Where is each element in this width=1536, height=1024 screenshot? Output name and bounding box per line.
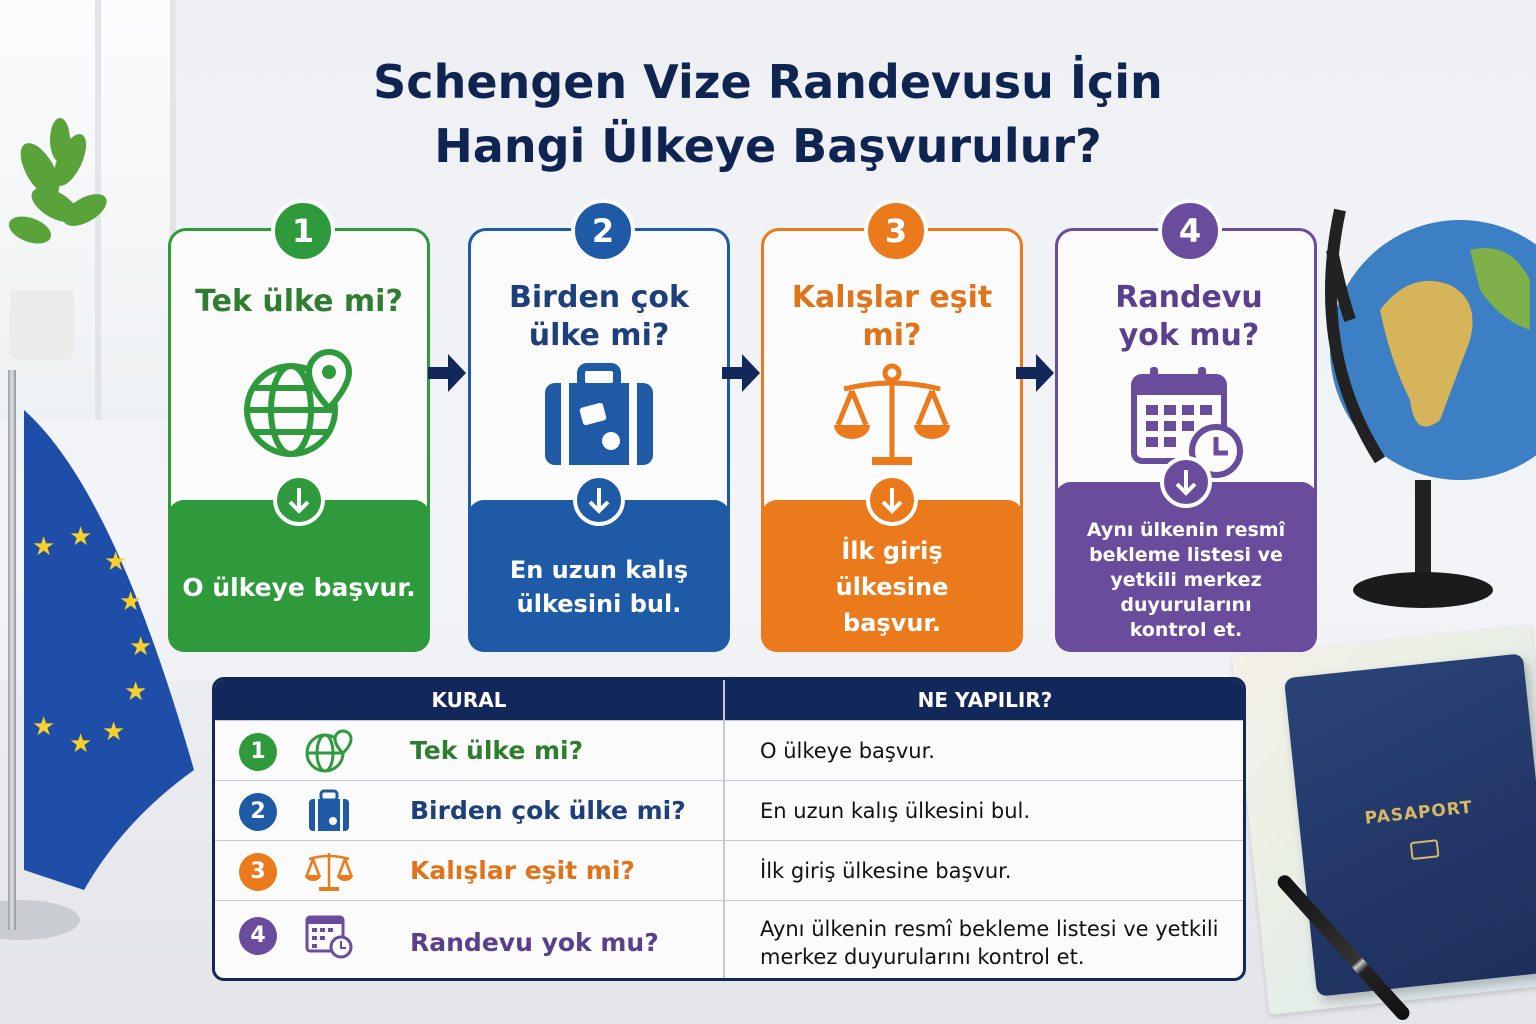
step-action-panel [468, 500, 730, 652]
suitcase-icon [303, 787, 355, 835]
page-title [0, 50, 1536, 178]
step-action-panel [761, 500, 1023, 652]
svg-text:★: ★ [124, 677, 148, 707]
svg-text:★: ★ [69, 522, 93, 552]
title-line-2: Hangi Ülkeye Başvurulur? [434, 119, 1102, 173]
plant-pot [10, 290, 74, 360]
table-row [215, 840, 1243, 901]
row-number-badge: 4 [239, 917, 277, 955]
title-line-1: Schengen Vize Randevusu İçin [373, 55, 1163, 109]
row-rule: Kalışlar eşit mi? [410, 856, 635, 885]
step-question: Kalışlar eşit mi? [791, 280, 993, 353]
passport-chip-icon [1410, 839, 1440, 860]
row-rule: Tek ülke mi? [410, 736, 584, 765]
table-row [215, 720, 1243, 781]
svg-text:★: ★ [119, 587, 143, 617]
svg-text:★: ★ [32, 532, 56, 562]
step-card-2 [468, 212, 730, 652]
calendar-clock-icon [303, 911, 355, 959]
step-action-text: En uzun kalış ülkesini bul. [509, 556, 689, 618]
globe-pin-icon [239, 346, 359, 466]
chevron-right-icon [722, 350, 762, 396]
step-question: Randevu yok mu? [1115, 280, 1263, 353]
svg-text:★: ★ [129, 632, 153, 662]
svg-text:★: ★ [104, 547, 128, 577]
rules-table [212, 677, 1246, 981]
chevron-right-icon [428, 350, 468, 396]
step-number-badge: 3 [864, 199, 928, 263]
passport [1284, 653, 1536, 996]
arrow-down-icon [866, 474, 918, 526]
arrow-down-icon [1160, 456, 1212, 508]
row-number-badge: 1 [239, 733, 277, 771]
row-rule: Randevu yok mu? [410, 928, 659, 957]
step-action-text: O ülkeye başvur. [182, 572, 416, 602]
globe-decoration [1320, 190, 1536, 620]
step-question: Birden çok ülke mi? [509, 280, 689, 353]
scales-icon [832, 359, 952, 479]
row-action: İlk giriş ülkesine başvur. [760, 859, 1012, 883]
arrow-down-icon [573, 474, 625, 526]
step-number-badge: 4 [1158, 199, 1222, 263]
row-number-badge: 3 [239, 853, 277, 891]
step-card-4 [1055, 212, 1317, 652]
eu-flag [8, 370, 153, 930]
step-card-3 [761, 212, 1023, 652]
svg-text:★: ★ [102, 717, 126, 747]
step-question: Tek ülke mi? [195, 284, 403, 319]
row-number-badge: 2 [239, 793, 277, 831]
step-number-badge: 2 [571, 199, 635, 263]
column-header-ne-yapilir: NE YAPILIR? [917, 688, 1053, 712]
column-header-kural: KURAL [431, 688, 507, 712]
step-card-1 [168, 212, 430, 652]
globe-pin-icon [303, 727, 355, 775]
step-action-text: İlk giriş ülkesine başvur. [835, 537, 949, 637]
suitcase-icon [539, 363, 659, 483]
svg-text:★: ★ [32, 712, 56, 742]
step-action-panel [168, 500, 430, 652]
table-row [215, 780, 1243, 841]
step-action-panel [1055, 482, 1317, 652]
row-rule: Birden çok ülke mi? [410, 796, 686, 825]
passport-label: PASAPORT [1363, 797, 1474, 829]
row-action: En uzun kalış ülkesini bul. [760, 799, 1031, 823]
row-action: Aynı ülkenin resmî bekleme listesi ve yetkili merkez duyurularını kontrol et. [760, 917, 1219, 969]
arrow-down-icon [273, 474, 325, 526]
step-number-badge: 1 [271, 199, 335, 263]
scales-icon [303, 847, 355, 895]
table-header [215, 680, 1243, 720]
table-row [215, 900, 1243, 981]
svg-text:★: ★ [69, 729, 93, 759]
row-action: O ülkeye başvur. [760, 739, 935, 763]
chevron-right-icon [1016, 350, 1056, 396]
step-action-text: Aynı ülkenin resmî bekleme listesi ve yetkili merkez duyurularını kontrol et. [1086, 518, 1286, 641]
